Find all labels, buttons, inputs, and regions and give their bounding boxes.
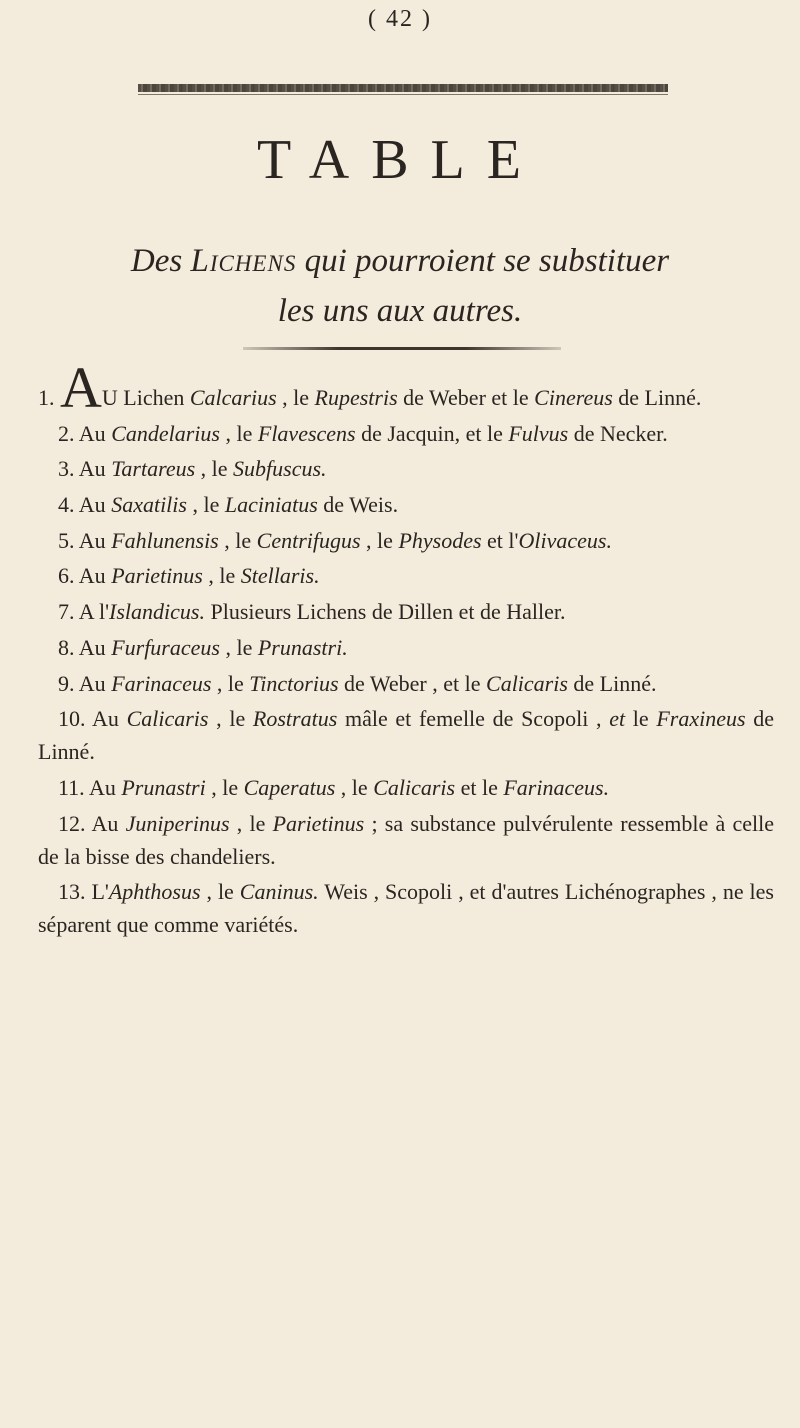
entry-13 (38, 875, 774, 941)
lichen-name: et (609, 706, 626, 732)
lichen-name: Parietinus (111, 563, 203, 589)
entry-text: , le (205, 774, 244, 800)
lichen-name: Cinereus (534, 385, 613, 410)
lichen-name: Calicaris (373, 774, 456, 800)
lichen-name: Saxatilis (111, 492, 187, 518)
entry-text: , le (218, 527, 257, 553)
entry-text: 8. Au (58, 634, 112, 660)
entry-2 (38, 417, 774, 450)
lichen-name: Subfuscus. (233, 456, 327, 482)
entry-text: U Lichen (101, 385, 190, 410)
entry-text: , le (219, 420, 258, 446)
lichen-name: Rupestris (314, 385, 398, 410)
entry-text: , le (186, 492, 225, 518)
lichen-name: Rostratus (252, 706, 338, 732)
entry-10 (38, 702, 774, 768)
entry-text: , le (208, 706, 253, 732)
lichen-name: Calicaris (486, 670, 568, 696)
entry-text: de Jacquin, et le (355, 420, 509, 446)
entry-6 (38, 559, 774, 592)
entry-text: 3. Au (58, 456, 112, 482)
entry-text: 9. Au (58, 670, 112, 696)
entry-text: mâle et femelle de Scopoli , (337, 706, 610, 732)
entry-text: Weis , Scopoli , et d'autres Lichénographes , ne les séparent que comme variétés. (38, 879, 774, 938)
lichen-name: Fulvus (508, 420, 569, 446)
entry-12 (38, 807, 774, 873)
lichen-name: Prunastri (121, 774, 206, 800)
entry-text: , le (276, 385, 315, 410)
lichen-name: Flavescens (257, 420, 356, 446)
entry-text: , le (202, 563, 241, 589)
lichen-name: Centrifugus (256, 527, 361, 553)
lichen-name: Farinaceus. (503, 774, 610, 800)
lichen-name: Aphthosus (108, 879, 201, 905)
lichen-name: Candelarius (111, 420, 220, 446)
entry-text: , le (195, 456, 234, 482)
entry-text: 5. Au (58, 527, 112, 553)
subtitle-line-2: les uns aux autres. (277, 293, 523, 329)
lichen-name: Olivaceus. (518, 527, 612, 553)
entry-text: 12. Au (58, 810, 126, 836)
lichen-name: Juniperinus (125, 810, 230, 836)
entry-11 (38, 771, 774, 804)
entry-text: de Weber , et le (338, 670, 487, 696)
entry-text: de Weis. (317, 492, 399, 518)
entry-text: 13. L' (58, 879, 109, 905)
lichen-name: Parietinus (272, 810, 365, 836)
entry-text: 6. Au (58, 563, 112, 589)
entry-text: 2. Au (58, 420, 112, 446)
subtitle (0, 236, 800, 336)
entry-text: de Necker. (568, 420, 668, 446)
subtitle-line-1: Des Lichens qui pourroient se substituer (130, 243, 670, 279)
entry-text: le (625, 706, 657, 732)
entry-text: et l' (481, 527, 519, 553)
entry-1 (38, 355, 774, 420)
page-number: ( 42 ) (368, 6, 432, 32)
lichen-name: Caperatus (243, 774, 336, 800)
entry-text: et le (455, 774, 504, 800)
entry-text: de Linné. (612, 385, 702, 410)
entry-text: 11. Au (58, 774, 122, 800)
entry-text: , le (200, 879, 240, 905)
entry-text: ; sa substance pulvérulente ressemble à celle de la bisse des chandeliers. (38, 810, 774, 869)
lichen-name: Tinctorius (249, 670, 339, 696)
entry-text: de Linné. (567, 670, 657, 696)
entry-7 (38, 595, 774, 628)
subtitle-lichens: Lichens (190, 243, 297, 279)
page-title: TABLE (257, 129, 543, 191)
ornament-rule (138, 84, 668, 92)
entry-4 (38, 488, 774, 521)
drop-cap: A (60, 355, 102, 420)
lichen-name: Stellaris. (240, 563, 320, 589)
entry-5 (38, 524, 774, 557)
entry-text: 4. Au (58, 492, 112, 518)
lichen-name: Furfuraceus (111, 634, 220, 660)
entry-text: , le (360, 527, 399, 553)
lichen-name: Fraxineus (656, 706, 746, 732)
entry-text: , le (219, 634, 258, 660)
lichen-name: Islandicus. (109, 599, 205, 625)
lichen-name: Laciniatus (224, 492, 318, 518)
entry-9 (38, 667, 774, 700)
entry-3 (38, 452, 774, 485)
lichen-name: Tartareus (111, 456, 196, 482)
entry-text: 10. Au (58, 706, 127, 732)
lichen-name: Calicaris (126, 706, 209, 732)
entry-list (38, 355, 775, 944)
lichen-name: Prunastri. (257, 634, 348, 660)
separator-rule (243, 347, 561, 350)
lichen-name: Physodes (398, 527, 482, 553)
entry-8 (38, 631, 774, 664)
entry-text: de Weber et le (397, 385, 535, 410)
lichen-name: Caninus. (239, 879, 319, 905)
entry-text: , le (335, 774, 374, 800)
entry-text: , le (211, 670, 250, 696)
entry-text: de Linné. (38, 706, 775, 765)
entry-text: 7. A l' (58, 599, 110, 625)
entry-text: , le (229, 810, 273, 836)
entry-text: 1. (38, 385, 60, 410)
lichen-name: Calcarius (189, 385, 277, 410)
lichen-name: Fahlunensis (111, 527, 219, 553)
lichen-name: Farinaceus (111, 670, 212, 696)
entry-text: Plusieurs Lichens de Dillen et de Haller. (205, 599, 566, 625)
